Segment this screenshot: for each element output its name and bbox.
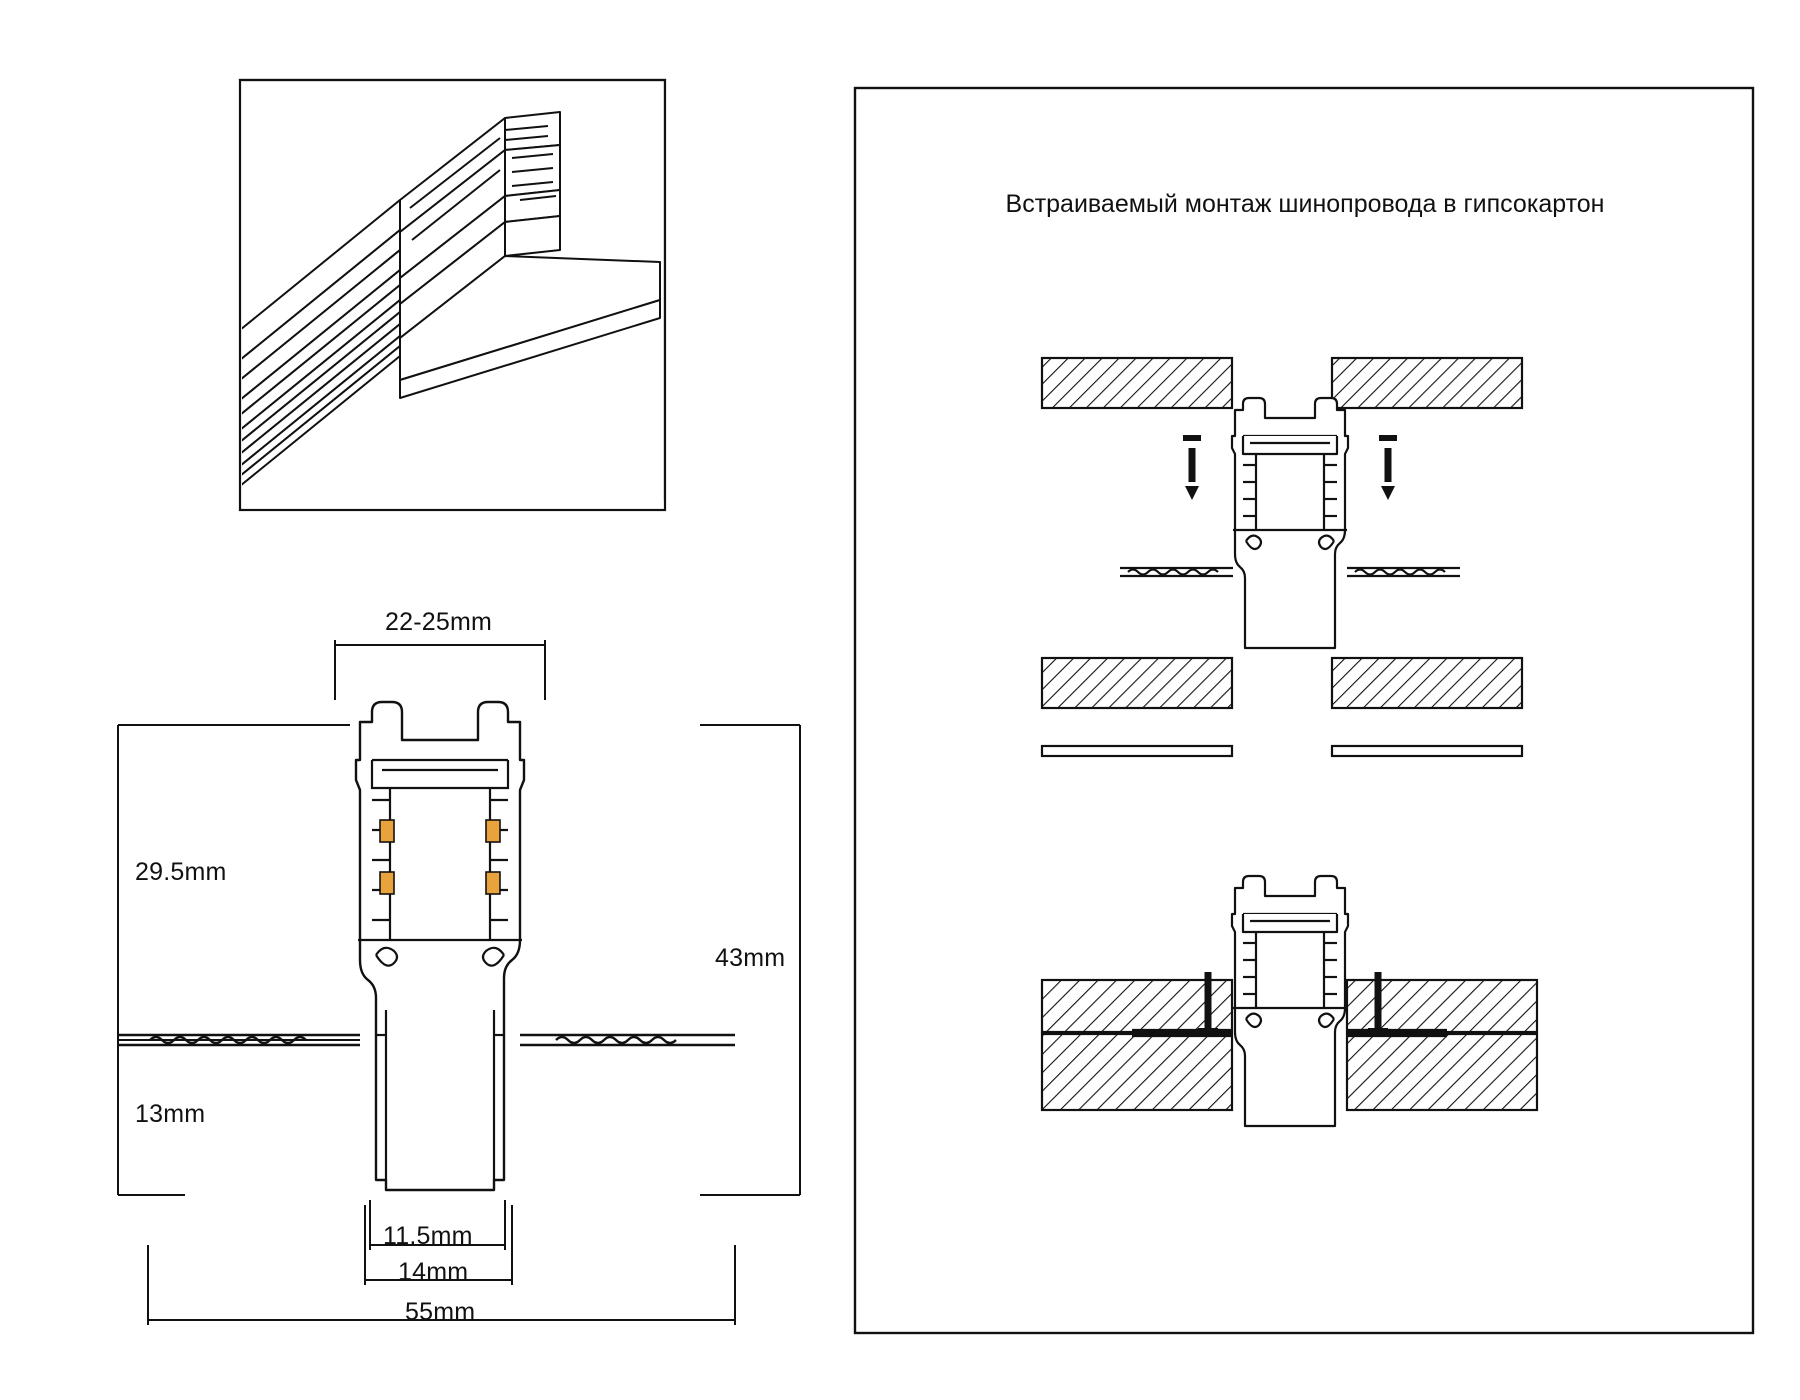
dimension-label-upper-height: 29.5mm (135, 858, 227, 886)
dimension-label-slot-outer-width: 14mm (398, 1258, 469, 1286)
installation-panel (855, 88, 1753, 1333)
dimension-label-total-height: 43mm (715, 944, 786, 972)
dimension-label-board-thickness: 13mm (135, 1100, 206, 1128)
dimension-label-slot-inner-width: 11.5mm (383, 1222, 473, 1250)
dimension-label-top-width: 22-25mm (385, 608, 492, 636)
isometric-view (150, 80, 865, 620)
installation-panel-title: Встраиваемый монтаж шинопровода в гипсокартон (1005, 190, 1605, 218)
track-profile-small-2 (1232, 876, 1348, 1126)
track-profile (356, 702, 524, 1190)
dimension-label-overall-width: 55mm (405, 1298, 476, 1326)
track-profile-small-1 (1232, 398, 1348, 648)
dimension-top-width (335, 640, 545, 700)
